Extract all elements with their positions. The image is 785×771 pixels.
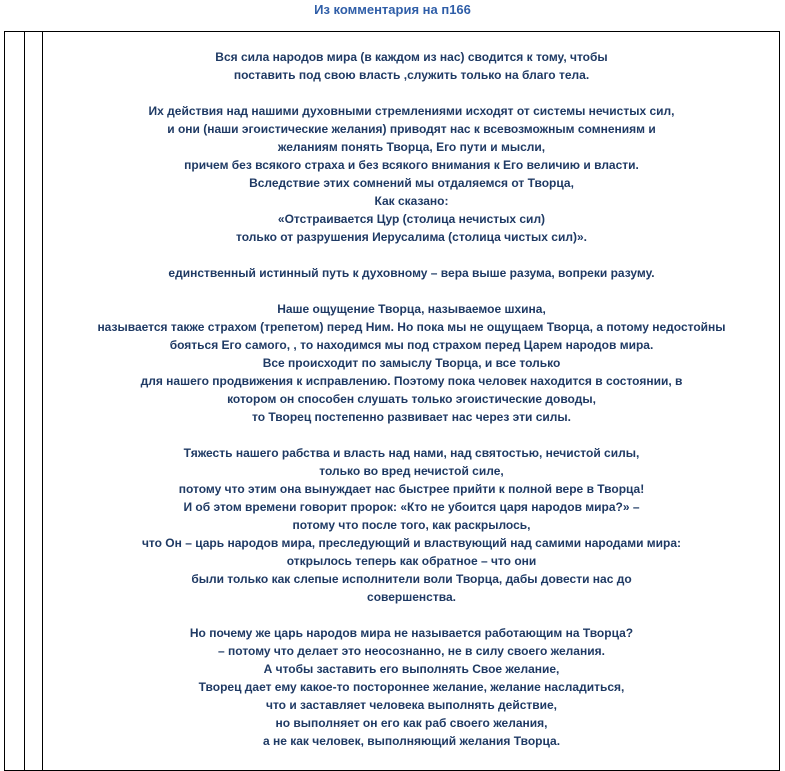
commentary-text-cell (43, 48, 780, 768)
text-line: Вся сила народов мира (в каждом из нас) сводится к тому, чтобы (215, 50, 608, 64)
text-line: И об этом времени говорит пророк: «Кто не убоится царя народов мира?» – (183, 500, 640, 514)
text-line: Как сказано: (374, 194, 449, 208)
text-line: – потому что делает это неосознанно, не в силу своего желания. (218, 644, 605, 658)
document-heading: Из комментария на п166 (314, 2, 471, 17)
text-line: а не как человек, выполняющий желания Творца. (262, 734, 561, 748)
text-line: что Он – царь народов мира, преследующий и властвующий над самими народами мира: (141, 536, 682, 550)
text-line: Наше ощущение Творца, называемое шхина, (277, 302, 546, 316)
text-line: бояться Его самого, , то находимся мы под страхом перед Царем народов мира. (169, 338, 654, 352)
text-line: А чтобы заставить его выполнять Свое желание, (263, 662, 560, 676)
text-line: называется также страхом (трепетом) перед Ним. Но пока мы не ощущаем Творца, а потому недостойны (97, 320, 726, 334)
text-line: Все происходит по замыслу Творца, и все только (262, 356, 561, 370)
text-line: и они (наши эгоистические желания) приводят нас к всевозможным сомнениям и (167, 122, 656, 136)
text-line: Вследствие этих сомнений мы отдаляемся от Творца, (249, 176, 574, 190)
text-line: Их действия над нашими духовными стремлениями исходят от системы нечистых сил, (148, 104, 675, 118)
text-line: котором он способен слушать только эгоистические доводы, (227, 392, 596, 406)
paragraph (43, 300, 780, 426)
text-line: поставить под свою власть ,служить только на благо тела. (233, 68, 590, 82)
text-line: Но почему же царь народов мира не называется работающим на Творца? (189, 626, 634, 640)
text-line: были только как слепые исполнители воли Творца, дабы довести нас до (191, 572, 632, 586)
text-line: «Отстраивается Цур (столица нечистых сил) (277, 212, 546, 226)
text-line: открылось теперь как обратное – что они (286, 554, 537, 568)
paragraph (43, 102, 780, 246)
text-line: Творец дает ему какое-то постороннее желание, желание насладиться, (198, 680, 625, 694)
text-line: только во вред нечистой силе, (319, 464, 504, 478)
text-line: только от разрушения Иерусалима (столица чистых сил)». (236, 230, 587, 244)
text-line: для нашего продвижения к исправлению. Поэтому пока человек находится в состоянии, в (140, 374, 683, 388)
paragraph (43, 264, 780, 282)
paragraph (43, 624, 780, 750)
text-line: что и заставляет человека выполнять действие, (265, 698, 558, 712)
text-line: причем без всякого страха и без всякого внимания к Его величию и власти. (184, 158, 639, 172)
text-line: совершенства. (367, 590, 456, 604)
text-line: потому что после того, как раскрылось, (292, 518, 531, 532)
paragraph (43, 444, 780, 606)
table-column-divider-1 (24, 31, 25, 771)
text-line: единственный истинный путь к духовному – вера выше разума, вопреки разуму. (168, 266, 655, 280)
text-line: желаниям понять Творца, Его пути и мысли, (277, 140, 546, 154)
text-line: потому что этим она вынуждает нас быстрее прийти к полной вере в Творца! (178, 482, 645, 496)
text-line: но выполняет он его как раб своего желания, (275, 716, 548, 730)
paragraph (43, 48, 780, 84)
text-line: то Творец постепенно развивает нас через эти силы. (252, 410, 571, 424)
text-line: Тяжесть нашего рабства и власть над нами, над святостью, нечистой силы, (183, 446, 640, 460)
